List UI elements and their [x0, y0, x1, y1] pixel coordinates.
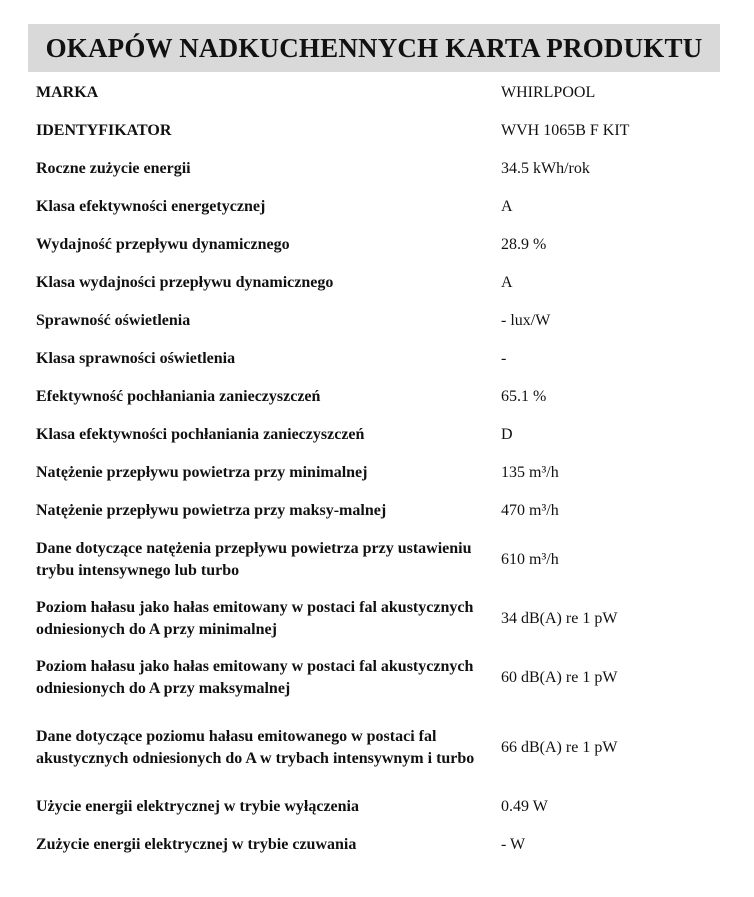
- spec-row-noise-max: [36, 648, 726, 707]
- spec-value: 34.5 kWh/rok: [501, 160, 590, 177]
- spec-row-grease-filtering-class: [36, 416, 726, 454]
- spec-value: 470 m³/h: [501, 502, 559, 519]
- spec-label: Klasa wydajności przepływu dynamicznego: [36, 274, 334, 291]
- spec-label: Wydajność przepływu dynamicznego: [36, 236, 290, 253]
- page-title: OKAPÓW NADKUCHENNYCH KARTA PRODUKTU: [45, 32, 703, 63]
- spec-value: D: [501, 426, 513, 443]
- spec-label: Natężenie przepływu powietrza przy maksy-malnej: [36, 502, 387, 519]
- spec-row-grease-filtering: [36, 378, 726, 416]
- spec-value: WHIRLPOOL: [501, 84, 596, 101]
- spec-row-airflow-min: [36, 454, 726, 492]
- spec-row-noise-boost: [36, 707, 726, 788]
- spec-value: 28.9 %: [501, 236, 547, 253]
- spec-row-identifier: [36, 112, 726, 150]
- spec-row-airflow-boost: [36, 530, 726, 589]
- spec-label: Dane dotyczące poziomu hałasu emitowanego w postaci fal akustycznych odniesionych do A w trybach intensywnym i turbo: [36, 727, 475, 767]
- spec-label: Zużycie energii elektrycznej w trybie czuwania: [36, 836, 357, 853]
- spec-label: Użycie energii elektrycznej w trybie wyłączenia: [36, 798, 359, 815]
- spec-label: Sprawność oświetlenia: [36, 312, 191, 329]
- spec-value: 66 dB(A) re 1 pW: [501, 738, 618, 756]
- spec-value: 0.49 W: [501, 798, 548, 815]
- spec-row-noise-min: [36, 589, 726, 648]
- spec-row-lighting-class: [36, 340, 726, 378]
- spec-label: Poziom hałasu jako hałas emitowany w postaci fal akustycznych odniesionych do A przy minimalnej: [36, 598, 474, 638]
- spec-label: MARKA: [36, 84, 99, 101]
- spec-label: Klasa efektywności energetycznej: [36, 198, 266, 215]
- spec-row-energy-class: [36, 188, 726, 226]
- spec-value: 65.1 %: [501, 388, 547, 405]
- spec-value: -: [501, 350, 507, 367]
- product-spec-table: [36, 74, 726, 864]
- spec-value: - W: [501, 836, 526, 853]
- spec-label: IDENTYFIKATOR: [36, 122, 172, 139]
- spec-value: A: [501, 198, 513, 215]
- spec-label: Roczne zużycie energii: [36, 160, 191, 177]
- title-bar: [28, 24, 720, 72]
- spec-row-fluid-dynamic-class: [36, 264, 726, 302]
- spec-value: 60 dB(A) re 1 pW: [501, 668, 618, 686]
- spec-row-annual-energy: [36, 150, 726, 188]
- spec-label: Poziom hałasu jako hałas emitowany w postaci fal akustycznych odniesionych do A przy maksymalnej: [36, 657, 474, 697]
- spec-row-airflow-max: [36, 492, 726, 530]
- spec-row-fluid-dynamic-efficiency: [36, 226, 726, 264]
- spec-row-power-standby-mode: [36, 826, 726, 864]
- spec-value: - lux/W: [501, 312, 551, 329]
- spec-row-brand: [36, 74, 726, 112]
- spec-label: Dane dotyczące natężenia przepływu powietrza przy ustawieniu trybu intensywnego lub turbo: [36, 539, 472, 579]
- spec-label: Klasa efektywności pochłaniania zanieczyszczeń: [36, 426, 365, 443]
- spec-label: Efektywność pochłaniania zanieczyszczeń: [36, 388, 321, 405]
- spec-value: A: [501, 274, 513, 291]
- spec-row-power-off-mode: [36, 788, 726, 826]
- spec-value: 135 m³/h: [501, 464, 559, 481]
- spec-value: 34 dB(A) re 1 pW: [501, 609, 618, 627]
- spec-value: WVH 1065B F KIT: [501, 122, 630, 139]
- spec-label: Klasa sprawności oświetlenia: [36, 350, 236, 367]
- spec-value: 610 m³/h: [501, 550, 559, 568]
- spec-label: Natężenie przepływu powietrza przy minimalnej: [36, 464, 368, 481]
- spec-row-lighting-efficiency: [36, 302, 726, 340]
